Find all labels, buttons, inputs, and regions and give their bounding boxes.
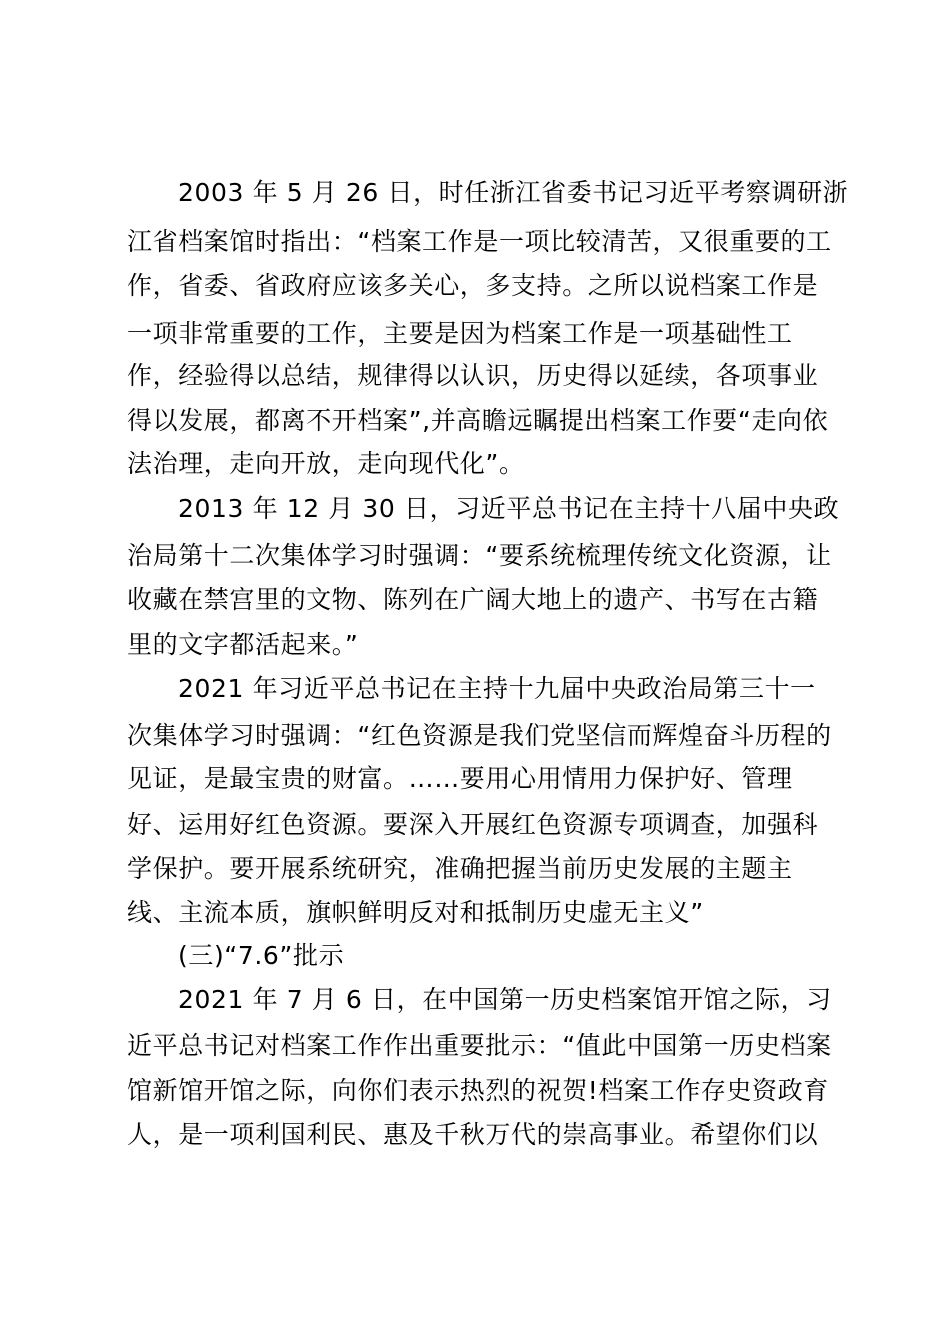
paragraph-2-line-2: 治局第十二次集体学习时强调：“要系统梳理传统文化资源，让 (127, 541, 832, 570)
section-heading: (三)“7.6”批示 (178, 941, 345, 970)
paragraph-4-line-3: 馆新馆开馆之际，向你们表示热烈的祝贺!档案工作存史资政育 (127, 1076, 829, 1105)
paragraph-3-line-6: 线、主流本质，旗帜鲜明反对和抵制历史虚无主义” (127, 898, 704, 927)
paragraph-1-line-2: 江省档案馆时指出：“档案工作是一项比较清苦，又很重要的工 (127, 227, 832, 256)
paragraph-3-line-4: 好、运用好红色资源。要深入开展红色资源专项调查，加强科 (127, 810, 819, 839)
paragraph-3-line-5: 学保护。要开展系统研究，准确把握当前历史发展的主题主 (127, 854, 793, 883)
paragraph-3-line-1: 2021 年习近平总书记在主持十九届中央政治局第三十一 (178, 674, 816, 703)
paragraph-1-line-4: 一项非常重要的工作，主要是因为档案工作是一项基础性工 (127, 319, 793, 348)
paragraph-3-line-3: 见证，是最宝贵的财富。……要用心用情用力保护好、管理 (127, 764, 793, 793)
paragraph-4-line-4: 人，是一项利国利民、惠及千秋万代的崇高事业。希望你们以 (127, 1120, 819, 1149)
paragraph-1-line-7: 法治理，走向开放，走向现代化”。 (127, 449, 525, 478)
paragraph-4-line-1: 2021 年 7 月 6 日，在中国第一历史档案馆开馆之际，习 (178, 985, 832, 1014)
paragraph-1-line-3: 作，省委、省政府应该多关心，多支持。之所以说档案工作是 (127, 271, 819, 300)
paragraph-2-line-4: 里的文字都活起来。” (127, 630, 359, 659)
paragraph-1-line-1: 2003 年 5 月 26 日，时任浙江省委书记习近平考察调研浙 (178, 178, 849, 207)
paragraph-3-line-2: 次集体学习时强调：“红色资源是我们党坚信而辉煌奋斗历程的 (127, 721, 832, 750)
paragraph-2-line-3: 收藏在禁宫里的文物、陈列在广阔大地上的遗产、书写在古籍 (127, 585, 819, 614)
paragraph-4-line-2: 近平总书记对档案工作作出重要批示：“值此中国第一历史档案 (127, 1031, 832, 1060)
paragraph-1-line-5: 作，经验得以总结，规律得以认识，历史得以延续，各项事业 (127, 361, 819, 390)
paragraph-2-line-1: 2013 年 12 月 30 日，习近平总书记在主持十八届中央政 (178, 494, 840, 523)
paragraph-1-line-6: 得以发展，都离不开档案”,并高瞻远瞩提出档案工作要“走向依 (127, 406, 829, 435)
